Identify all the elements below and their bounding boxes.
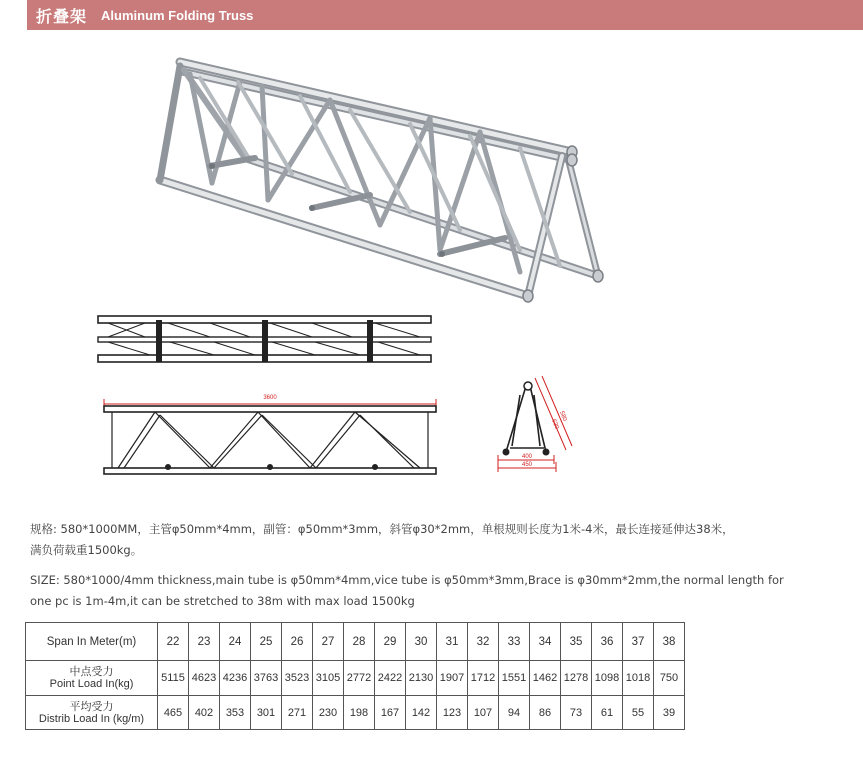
distrib-load-cell: 61 [592,696,623,730]
outer-width-label: 450 [521,462,533,468]
point-load-cell: 1098 [592,661,623,696]
truss-plan-view [98,316,431,362]
point-load-cell: 1462 [530,661,561,696]
span-cell: 32 [468,623,499,661]
distrib-load-cell: 123 [437,696,468,730]
spec-cn-line2: 满负荷载重1500kg。 [30,543,143,557]
spec-chinese [30,519,830,561]
side-dimension-label: 630 [550,418,560,431]
height-dimension-label: 580 [558,410,568,423]
point-load-cell: 4236 [220,661,251,696]
distrib-load-cell: 142 [406,696,437,730]
distrib-load-cell: 94 [499,696,530,730]
point-load-cell: 1278 [561,661,592,696]
point-load-cell: 3763 [251,661,282,696]
distrib-load-row [26,696,685,730]
spec-english [30,570,830,612]
point-load-cell: 3105 [313,661,344,696]
point-load-label-cn: 中点受力 [69,666,114,678]
point-load-cell: 1551 [499,661,530,696]
length-dimension-label: 3600 [263,395,277,401]
spec-en-line2: one pc is 1m-4m,it can be stretched to 38m with max load 1500kg [30,594,415,608]
distrib-load-label [26,696,158,730]
point-load-cell: 1018 [623,661,654,696]
span-cell: 38 [654,623,685,661]
distrib-load-cell: 167 [375,696,406,730]
distrib-load-cell: 353 [220,696,251,730]
point-load-cell: 1907 [437,661,468,696]
span-label: Span In Meter(m) [26,623,158,661]
span-cell: 33 [499,623,530,661]
span-cell: 28 [344,623,375,661]
span-cell: 24 [220,623,251,661]
distrib-load-cell: 73 [561,696,592,730]
span-cell: 30 [406,623,437,661]
spec-cn-line1: 规格: 580*1000MM，主管φ50mm*4mm，副管：φ50mm*3mm，斜管φ30*2mm，单根规则长度为1米-4米，最长连接延伸达38米， [30,522,734,536]
span-cell: 35 [561,623,592,661]
inner-width-label: 400 [521,454,533,460]
distrib-load-cell: 86 [530,696,561,730]
point-load-cell: 3523 [282,661,313,696]
load-table [25,622,685,730]
distrib-load-cell: 230 [313,696,344,730]
distrib-load-label-en: Distrib Load In (kg/m) [38,712,145,725]
point-load-label [26,661,158,696]
span-cell: 31 [437,623,468,661]
title-cn: 折叠架 [36,6,88,26]
distrib-load-cell: 39 [654,696,685,730]
distrib-load-cell: 271 [282,696,313,730]
truss-side-view [104,395,436,474]
span-cell: 29 [375,623,406,661]
point-load-row [26,661,685,696]
point-load-cell: 2130 [406,661,437,696]
distrib-load-cell: 107 [468,696,499,730]
span-row [26,623,685,661]
point-load-cell: 750 [654,661,685,696]
point-load-cell: 5115 [158,661,189,696]
truss-3d-render [160,62,603,302]
span-cell: 26 [282,623,313,661]
distrib-load-cell: 198 [344,696,375,730]
span-cell: 25 [251,623,282,661]
point-load-label-en: Point Load In(kg) [49,678,134,690]
distrib-load-cell: 301 [251,696,282,730]
distrib-load-cell: 465 [158,696,189,730]
truss-end-view [498,376,572,472]
distrib-load-cell: 402 [189,696,220,730]
point-load-cell: 1712 [468,661,499,696]
span-cell: 34 [530,623,561,661]
span-cell: 27 [313,623,344,661]
spec-en-line1: SIZE: 580*1000/4mm thickness,main tube is φ50mm*4mm,vice tube is φ50mm*3mm,Brace is φ30mm*2mm,the normal length for [30,573,784,587]
distrib-load-cell: 55 [623,696,654,730]
title-en: Aluminum Folding Truss [101,7,254,23]
span-cell: 36 [592,623,623,661]
span-cell: 22 [158,623,189,661]
point-load-cell: 4623 [189,661,220,696]
span-cell: 23 [189,623,220,661]
span-cell: 37 [623,623,654,661]
point-load-cell: 2422 [375,661,406,696]
distrib-load-label-cn: 平均受力 [69,700,114,713]
point-load-cell: 2772 [344,661,375,696]
